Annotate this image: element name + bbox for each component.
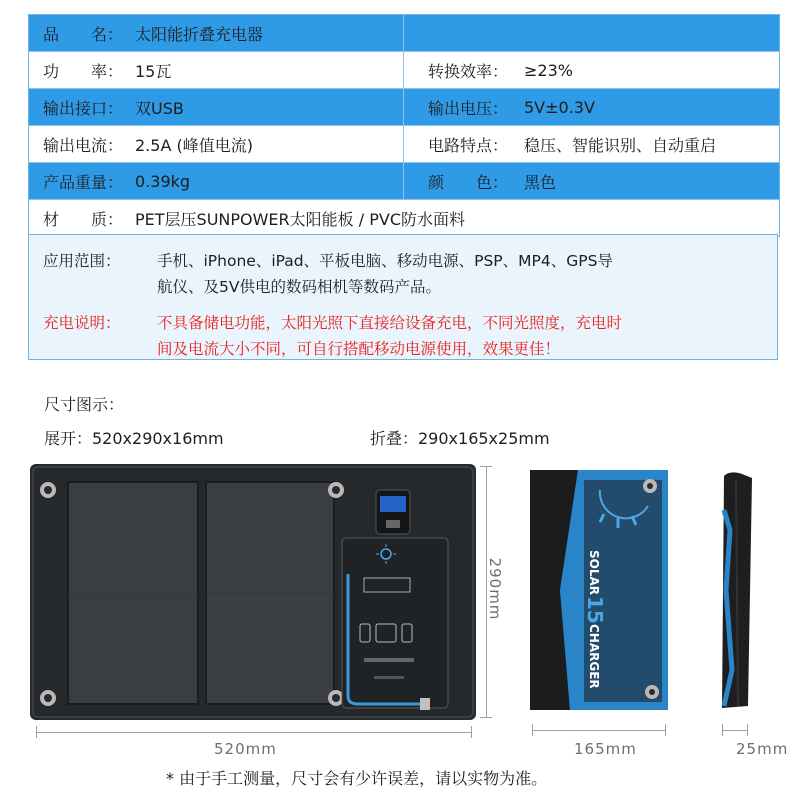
spec-value: 15瓦 bbox=[135, 61, 172, 81]
spec-label: 输出电流： bbox=[43, 135, 124, 155]
unfolded-size: 展开：520x290x16mm bbox=[44, 429, 224, 448]
spec-row bbox=[29, 52, 779, 89]
spec-row bbox=[29, 126, 779, 163]
spec-value: 双USB bbox=[135, 98, 184, 118]
height-label: 290mm bbox=[486, 557, 504, 621]
spec-value: 0.39kg bbox=[135, 171, 191, 191]
thickness-dimension-line bbox=[722, 730, 748, 731]
spec-value: 稳压、智能识别、自动重启 bbox=[524, 135, 717, 155]
spec-label: 功 率： bbox=[43, 61, 124, 81]
spec-cell-right bbox=[404, 15, 779, 51]
folded-front-image bbox=[530, 470, 668, 710]
application-line-2: 航仪、及5V供电的数码相机等数码产品。 bbox=[157, 278, 441, 296]
spec-cell-left bbox=[29, 126, 404, 162]
solar-cell-right bbox=[206, 482, 334, 704]
spec-label: 材 质： bbox=[43, 209, 124, 229]
application-text-1: 手机、iPhone、iPad、平板电脑、移动电源、PSP、MP4、GPS导 bbox=[157, 252, 613, 270]
spec-value: PET层压SUNPOWER太阳能板 / PVC防水面料 bbox=[135, 209, 465, 229]
charge-note-label: 充电说明： bbox=[43, 314, 121, 332]
number-print: 15 bbox=[583, 596, 607, 624]
folded-side-image bbox=[716, 470, 756, 710]
application-label: 应用范围： bbox=[43, 252, 121, 270]
spec-cell-right bbox=[404, 89, 779, 125]
dimensions-title: 尺寸图示： bbox=[44, 395, 125, 414]
width-dimension-line bbox=[36, 732, 472, 733]
charge-note-text-1: 不具备储电功能，太阳光照下直接给设备充电，不同光照度，充电时 bbox=[157, 314, 623, 332]
spec-cell-right bbox=[404, 126, 779, 162]
folded-width-dimension-line bbox=[532, 730, 666, 731]
spec-cell-left bbox=[29, 89, 404, 125]
solar-print: SOLAR bbox=[587, 550, 601, 596]
spec-label: 品 名： bbox=[43, 24, 124, 44]
spec-row bbox=[29, 200, 779, 236]
charge-note-line-1 bbox=[43, 311, 622, 333]
spec-row bbox=[29, 15, 779, 52]
spec-cell-full bbox=[29, 200, 779, 236]
spec-label: 转换效率： bbox=[428, 61, 509, 81]
spec-table bbox=[28, 14, 780, 237]
spec-value: 太阳能折叠充电器 bbox=[135, 24, 264, 44]
spec-label: 产品重量： bbox=[43, 172, 124, 192]
spec-cell-right bbox=[404, 163, 779, 199]
folded-size: 折叠：290x165x25mm bbox=[370, 429, 550, 448]
thickness-label: 25mm bbox=[736, 740, 789, 758]
spec-row bbox=[29, 89, 779, 126]
spec-cell-left bbox=[29, 163, 404, 199]
folded-width-label: 165mm bbox=[574, 740, 637, 758]
application-line-1 bbox=[43, 249, 613, 271]
width-label: 520mm bbox=[214, 740, 277, 758]
spec-row bbox=[29, 163, 779, 200]
spec-label: 输出接口： bbox=[43, 98, 124, 118]
footnote: * 由于手工测量，尺寸会有少许误差，请以实物为准。 bbox=[166, 769, 548, 788]
spec-value: 黑色 bbox=[524, 172, 557, 192]
spec-cell-left bbox=[29, 15, 404, 51]
spec-label: 输出电压： bbox=[428, 98, 509, 118]
application-box bbox=[28, 234, 778, 360]
spec-label: 颜 色： bbox=[428, 172, 509, 192]
spec-label: 电路特点： bbox=[428, 135, 509, 155]
charger-print: CHARGER bbox=[587, 624, 601, 689]
spec-cell-left bbox=[29, 52, 404, 88]
spec-cell-right bbox=[404, 52, 779, 88]
unfolded-panel-image bbox=[30, 464, 476, 720]
spec-value: 5V±0.3V bbox=[524, 97, 595, 117]
spec-value: ≥23% bbox=[524, 60, 573, 80]
charge-note-line-2: 间及电流大小不同，可自行搭配移动电源使用，效果更佳！ bbox=[157, 340, 561, 358]
spec-value: 2.5A (峰值电流) bbox=[135, 135, 253, 155]
zip-pocket bbox=[342, 538, 448, 708]
solar-cell-left bbox=[68, 482, 198, 704]
